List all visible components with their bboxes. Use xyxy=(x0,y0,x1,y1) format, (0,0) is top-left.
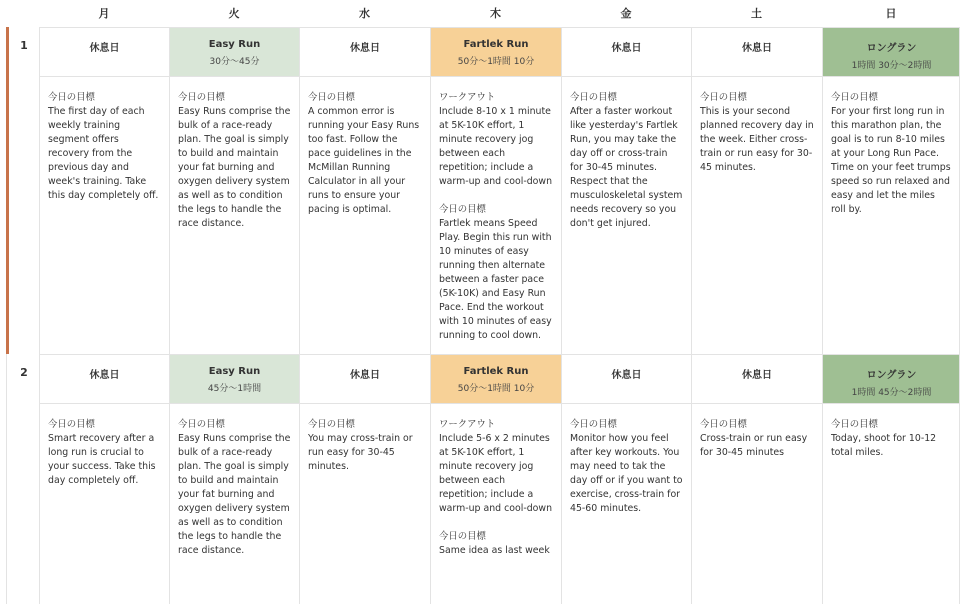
goal-text: Cross-train or run easy for 30-45 minutes xyxy=(700,433,808,458)
workout-header-easy[interactable] xyxy=(169,354,299,404)
goal-text: Include 8-10 x 1 minute at 5K-10K effort, 1 minute recovery jog between each repetition; include a warm-up and cool-down xyxy=(439,106,553,187)
workout-duration: 45分〜1時間 xyxy=(207,384,262,394)
workout-duration: 30分〜45分 xyxy=(209,57,260,67)
goal-text: A common error is running your Easy Runs too fast. Follow the pace guidelines in the McMillan Running Calculator in all your runs to ensure your pacing is optimal. xyxy=(308,106,420,215)
workout-details xyxy=(691,404,822,604)
day-header-0: 月 xyxy=(98,7,110,20)
workout-header-rest[interactable] xyxy=(561,27,691,77)
goal-label: 今日の目標 xyxy=(570,419,617,430)
goal-text: Include 5-6 x 2 minutes at 5K-10K effort, 1 minute recovery jog between each repetition; include a warm-up and cool-down xyxy=(439,433,553,514)
goal-label: 今日の目標 xyxy=(570,92,617,103)
goal-text: Easy Runs comprise the bulk of a race-ready plan. The goal is simply to build and maintain your fat burning and oxygen delivery system as well as to condition the legs to handle the race distance. xyxy=(178,433,291,556)
workout-title: 休息日 xyxy=(350,43,380,54)
goal-label: 今日の目標 xyxy=(178,92,225,103)
week-row xyxy=(0,354,960,604)
workout-details xyxy=(430,404,561,604)
goal-text: Monitor how you feel after key workouts. You may need to tak the day off or if you want to exercise, cross-train for 45-60 minutes. xyxy=(570,433,683,514)
workout-details xyxy=(39,404,169,604)
workout-title: 休息日 xyxy=(350,370,380,381)
workout-header-long[interactable] xyxy=(822,27,960,77)
goal-label: 今日の目標 xyxy=(308,419,355,430)
goal-label: ワークアウト xyxy=(439,92,496,103)
workout-header-rest[interactable] xyxy=(299,27,430,77)
block-spacer xyxy=(439,516,553,530)
goal-label: 今日の目標 xyxy=(308,92,355,103)
workout-details xyxy=(691,77,822,354)
goal-label: 今日の目標 xyxy=(700,419,747,430)
workout-title: 休息日 xyxy=(611,43,642,54)
workout-details xyxy=(430,77,561,354)
workout-title: 休息日 xyxy=(742,370,772,381)
workout-details xyxy=(822,404,960,604)
workout-title: Fartlek Run xyxy=(463,366,529,377)
week-row xyxy=(0,27,960,354)
goal-label: 今日の目標 xyxy=(178,419,225,430)
goal-label: 今日の目標 xyxy=(48,419,95,430)
workout-details xyxy=(169,404,299,604)
workout-details xyxy=(561,404,691,604)
week-number: 1 xyxy=(20,39,28,52)
workout-title: Easy Run xyxy=(208,39,261,50)
workout-details xyxy=(822,77,960,354)
workout-title: 休息日 xyxy=(611,370,642,381)
current-week-indicator xyxy=(6,27,9,354)
workout-header-rest[interactable] xyxy=(691,354,822,404)
workout-header-rest[interactable] xyxy=(39,27,169,77)
workout-details xyxy=(299,404,430,604)
goal-label: 今日の目標 xyxy=(831,419,878,430)
goal-label: 今日の目標 xyxy=(439,204,486,215)
workout-title: Easy Run xyxy=(208,366,261,377)
goal-text: This is your second planned recovery day in the week. Either cross-train or run easy for 30-45 minutes. xyxy=(700,106,814,173)
goal-text: Today, shoot for 10-12 total miles. xyxy=(831,433,937,458)
goal-text: Easy Runs comprise the bulk of a race-ready plan. The goal is simply to build and maintain your fat burning and oxygen delivery system as well as to condition the legs to handle the race distance. xyxy=(178,106,291,229)
goal-label: 今日の目標 xyxy=(48,92,95,103)
goal-label: 今日の目標 xyxy=(700,92,747,103)
workout-duration: 50分〜1時間 10分 xyxy=(457,384,535,394)
workout-duration: 50分〜1時間 10分 xyxy=(457,57,535,67)
day-header-row xyxy=(0,0,960,28)
goal-text: You may cross-train or run easy for 30-45 minutes. xyxy=(308,433,413,472)
day-header-2: 水 xyxy=(359,7,370,20)
goal-label: ワークアウト xyxy=(439,419,496,430)
workout-header-rest[interactable] xyxy=(561,354,691,404)
workout-header-fartlek[interactable] xyxy=(430,354,561,404)
day-header-6: 日 xyxy=(885,7,897,20)
workout-title: 休息日 xyxy=(742,43,772,54)
goal-text: Same idea as last week xyxy=(439,545,550,556)
workout-duration: 1時間 30分〜2時間 xyxy=(851,61,932,71)
block-spacer xyxy=(439,189,553,203)
workout-header-easy[interactable] xyxy=(169,27,299,77)
day-header-3: 木 xyxy=(490,7,501,20)
workout-title: 休息日 xyxy=(89,370,120,381)
workout-header-rest[interactable] xyxy=(39,354,169,404)
workout-details xyxy=(299,77,430,354)
week-divider xyxy=(6,354,7,604)
day-header-1: 火 xyxy=(228,7,240,20)
workout-title: ロングラン xyxy=(866,370,917,381)
workout-title: Fartlek Run xyxy=(463,39,529,50)
workout-title: ロングラン xyxy=(866,43,917,54)
day-header-5: 土 xyxy=(751,7,762,20)
workout-header-rest[interactable] xyxy=(299,354,430,404)
goal-text: For your first long run in this marathon plan, the goal is to run 8-10 miles at your Long Run Pace. Time on your feet trumps speed so run relaxed and easy and let the miles roll by. xyxy=(831,106,951,215)
workout-details xyxy=(561,77,691,354)
workout-header-rest[interactable] xyxy=(691,27,822,77)
workout-header-fartlek[interactable] xyxy=(430,27,561,77)
workout-header-long[interactable] xyxy=(822,354,960,404)
goal-text: The first day of each weekly training segment offers recovery from the previous day and week's training. Take this day completely off. xyxy=(48,106,159,201)
goal-text: Fartlek means Speed Play. Begin this run with 10 minutes of easy running then alternate between a faster pace (5K-10K) and Easy Run Pace. End the workout with 10 minutes of easy running to cool down. xyxy=(439,218,552,341)
week-number: 2 xyxy=(20,366,28,379)
workout-details xyxy=(169,77,299,354)
goal-text: After a faster workout like yesterday's Fartlek Run, you may take the day off or cross-train for 30-45 minutes. Respect that the musculoskeletal system needs recovery so you don't get injured. xyxy=(570,106,683,229)
workout-details xyxy=(39,77,169,354)
workout-title: 休息日 xyxy=(89,43,120,54)
goal-label: 今日の目標 xyxy=(439,531,486,542)
goal-label: 今日の目標 xyxy=(831,92,878,103)
day-header-4: 金 xyxy=(620,7,632,20)
goal-text: Smart recovery after a long run is crucial to your success. Take this day completely off. xyxy=(48,433,156,486)
workout-duration: 1時間 45分〜2時間 xyxy=(851,388,932,398)
